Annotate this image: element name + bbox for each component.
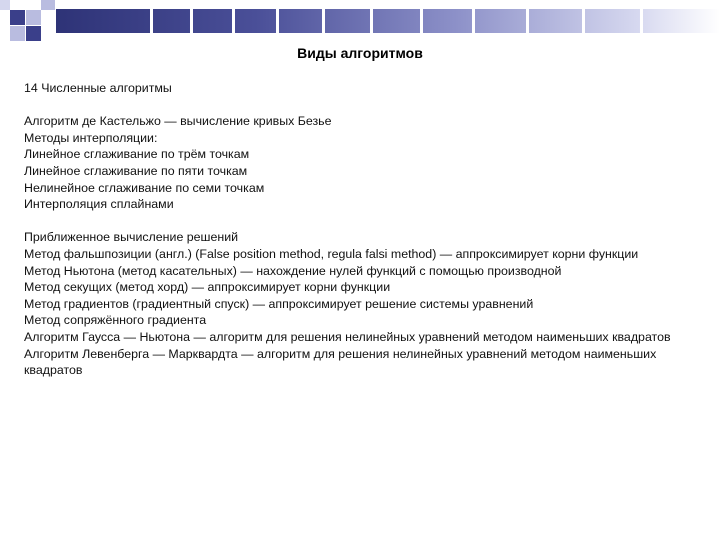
- corner-square-dark: [26, 26, 41, 41]
- corner-square-dark: [10, 10, 25, 25]
- slide-title: Виды алгоритмов: [297, 45, 423, 61]
- list-item: Метод градиентов (градиентный спуск) — аппроксимирует решение системы уравнений: [24, 296, 534, 311]
- band-stripe: [526, 9, 529, 33]
- band-stripe: [370, 9, 373, 33]
- band-stripe: [150, 9, 153, 33]
- corner-square-light: [41, 0, 55, 10]
- corner-square-light: [0, 0, 10, 10]
- band-stripe: [420, 9, 423, 33]
- band-stripe: [190, 9, 193, 33]
- spacer: [24, 213, 699, 230]
- list-item: Интерполяция сплайнами: [24, 197, 174, 212]
- list-item: Алгоритм Левенберга — Марквардта — алгоритм для решения нелинейных уравнений методом наименьших квадратов: [24, 346, 657, 378]
- band-stripe: [582, 9, 585, 33]
- list-item: Метод Ньютона (метод касательных) — нахождение нулей функций с помощью производной: [24, 263, 562, 278]
- slide-body: [24, 80, 699, 379]
- corner-square-light: [10, 26, 25, 41]
- list-item: Нелинейное сглаживание по семи точкам: [24, 180, 265, 195]
- list-item: Метод сопряжённого градиента: [24, 313, 207, 328]
- band-stripe: [472, 9, 475, 33]
- list-item: Метод фальшпозиции (англ.) (False position method, regula falsi method) — аппроксимирует корни функции: [24, 246, 639, 261]
- band-stripe: [640, 9, 643, 33]
- section-heading: 14 Численные алгоритмы: [24, 81, 172, 95]
- spacer: [24, 97, 699, 114]
- header-band: [56, 9, 720, 33]
- band-stripe: [276, 9, 279, 33]
- band-stripe: [322, 9, 325, 33]
- list-item: Линейное сглаживание по пяти точкам: [24, 163, 248, 178]
- list-item: Методы интерполяции:: [24, 130, 158, 145]
- list-item: Линейное сглаживание по трём точкам: [24, 147, 250, 162]
- list-item: Метод секущих (метод хорд) — аппроксимирует корни функции: [24, 280, 391, 295]
- list-item: Алгоритм Гаусса — Ньютона — алгоритм для решения нелинейных уравнений методом наименьших квадратов: [24, 329, 671, 344]
- list-item: Приближенное вычисление решений: [24, 230, 239, 245]
- list-item: Алгоритм де Кастельжо — вычисление кривых Безье: [24, 114, 332, 129]
- band-stripe: [232, 9, 235, 33]
- corner-square-light: [26, 10, 41, 25]
